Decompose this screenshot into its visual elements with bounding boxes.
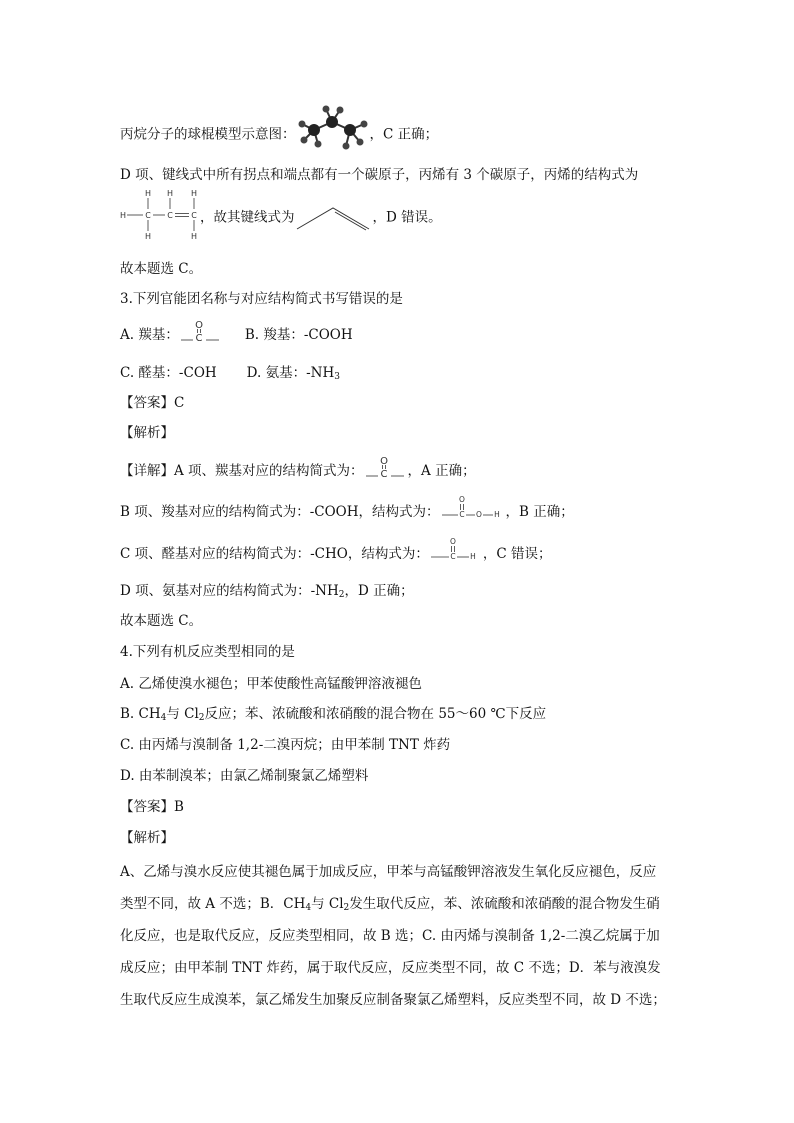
q4-analysis-line-2 xyxy=(120,895,660,913)
atom-h: H xyxy=(190,190,198,198)
subscript: 4 xyxy=(160,713,167,723)
q4-option-c: C. 由丙烯与溴制备 1,2-二溴丙烷；由甲苯制 TNT 炸药 xyxy=(120,737,451,753)
conclusion-q2: 故本题选 C。 xyxy=(120,261,203,277)
atom-h: H xyxy=(470,551,476,561)
atom-o: O xyxy=(379,455,388,467)
atom-h: H xyxy=(120,211,127,220)
atom-h: H xyxy=(144,190,152,198)
aldehyde-structural-formula xyxy=(429,537,483,563)
text: D 项、氨基对应的结构简式为：-NH xyxy=(120,583,339,599)
line-propane-model xyxy=(120,118,438,152)
propene-structural-formula xyxy=(120,190,200,240)
q3-answer: 【答案】C xyxy=(120,395,185,411)
atom-h: H xyxy=(493,509,500,519)
q3-detail-b xyxy=(120,494,574,521)
text: 发生取代反应，苯、浓硫酸和浓硝酸的混合物发生硝 xyxy=(349,896,660,912)
question-4-stem: 4.下列有机反应类型相同的是 xyxy=(120,644,295,660)
text: ，故其键线式为 xyxy=(200,209,295,226)
option-c: C. 醛基：-COH xyxy=(120,365,217,381)
atom-c: C xyxy=(145,211,151,220)
q4-analysis-heading: 【解析】 xyxy=(120,830,174,846)
option-d: D. 氨基：-NH xyxy=(246,365,335,381)
atom-c: C xyxy=(167,211,173,220)
text: ，A 正确； xyxy=(407,463,476,479)
conclusion-q3: 故本题选 C。 xyxy=(120,613,203,629)
q4-answer: 【答案】B xyxy=(120,799,184,815)
subscript: 2 xyxy=(343,903,350,913)
q3-analysis-heading: 【解析】 xyxy=(120,425,174,441)
atom-o: O xyxy=(194,319,203,331)
text: 与 Cl xyxy=(166,706,199,722)
atom-h: H xyxy=(190,232,198,240)
propane-ball-stick-model xyxy=(296,104,370,152)
text: 与 Cl xyxy=(311,896,344,912)
q3-options-cd xyxy=(120,364,340,382)
text: 丙烷分子的球棍模型示意图： xyxy=(120,126,296,143)
carbonyl-structure xyxy=(179,319,223,343)
line-propene-formulas xyxy=(120,190,442,240)
carbonyl-structure xyxy=(364,455,408,479)
option-b: B. 羧基：-COOH xyxy=(244,327,353,343)
q4-option-d: D. 由苯制溴苯；由氯乙烯制聚氯乙烯塑料 xyxy=(120,768,369,784)
text: C 项、醛基对应的结构简式为：-CHO，结构式为： xyxy=(120,546,429,562)
atom-o: O xyxy=(475,509,482,519)
q3-options-ab xyxy=(120,319,353,344)
q4-analysis-line-3: 化反应，也是取代反应，反应类型相同，故 B 选；C. 由丙烯与溴制备 1,2-二溴乙烷属于加 xyxy=(120,928,660,944)
text: ，C 正确； xyxy=(369,126,439,143)
question-3-stem: 3.下列官能团名称与对应结构简式书写错误的是 xyxy=(120,291,403,307)
text: ，D 正确； xyxy=(344,583,414,599)
text: ，B 正确； xyxy=(505,504,574,520)
atom-c: C xyxy=(380,468,388,479)
q3-detail-a xyxy=(120,455,476,480)
atom-c: C xyxy=(450,551,456,561)
text: ，C 错误； xyxy=(482,546,552,562)
line-d-statement: D 项、键线式中所有拐点和端点都有一个碳原子，丙烯有 3 个碳原子，丙烯的结构式为 xyxy=(120,167,639,183)
option-a: A. 羰基： xyxy=(120,327,179,343)
subscript: 2 xyxy=(338,590,345,600)
atom-c: C xyxy=(191,211,197,220)
text: ，D 错误。 xyxy=(372,209,442,226)
atom-c: C xyxy=(458,509,465,519)
q4-option-a: A. 乙烯使溴水褪色；甲苯使酸性高锰酸钾溶液褪色 xyxy=(120,676,422,692)
q4-analysis-line-4: 成反应；由甲苯制 TNT 炸药，属于取代反应，反应类型不同，故 C 不选；D．苯与液溴发 xyxy=(120,960,661,976)
carboxyl-structural-formula xyxy=(440,495,506,521)
text: B. CH xyxy=(120,706,161,722)
subscript: 4 xyxy=(305,903,312,913)
text: 反应；苯、浓硫酸和浓硝酸的混合物在 55～60 ℃下反应 xyxy=(204,706,547,722)
text: B 项、羧基对应的结构简式为：-COOH，结构式为： xyxy=(120,504,440,520)
atom-o: O xyxy=(449,536,456,546)
q4-analysis-line-5: 生取代反应生成溴苯，氯乙烯发生加聚反应制备聚氯乙烯塑料，反应类型不同，故 D 不选； xyxy=(120,992,666,1008)
subscript: 3 xyxy=(334,372,340,382)
text: 类型不同，故 A 不选；B．CH xyxy=(120,896,306,912)
atom-h: H xyxy=(144,232,152,240)
q3-detail-c xyxy=(120,536,552,563)
q4-analysis-line-1: A、乙烯与溴水反应使其褪色属于加成反应，甲苯与高锰酸钾溶液发生氧化反应褪色，反应 xyxy=(120,864,657,880)
subscript: 2 xyxy=(198,713,205,723)
atom-c: C xyxy=(195,332,203,343)
propene-skeletal-formula xyxy=(295,203,373,233)
atom-h: H xyxy=(166,190,174,198)
atom-o: O xyxy=(458,494,465,504)
q4-option-b xyxy=(120,705,546,723)
text: 【详解】A 项、羰基对应的结构简式为： xyxy=(120,463,364,479)
q3-detail-d xyxy=(120,582,414,600)
